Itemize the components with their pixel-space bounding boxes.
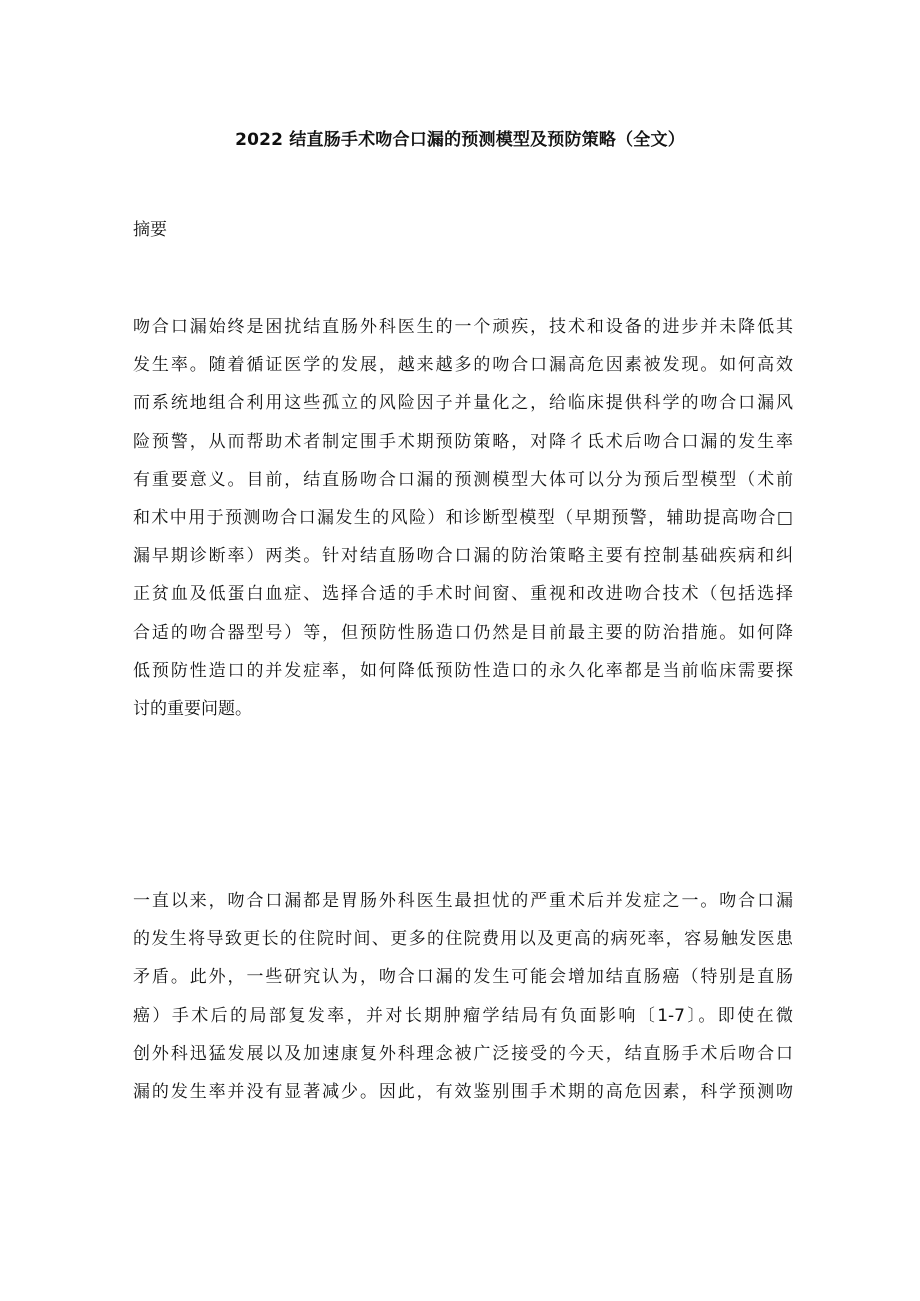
paragraph-line: 一直以来，吻合口漏都是胃肠外科医生最担忧的严重术后并发症之一。吻合口漏 — [133, 891, 793, 911]
paragraph-line: 正贫血及低蛋白血症、选择合适的手术时间窗、重视和改进吻合技术（包括选择 — [133, 584, 793, 605]
paragraph-line: 的发生将导致更长的住院时间、更多的住院费用以及更高的病死率，容易触发医患 — [133, 929, 793, 950]
body-paragraph — [133, 887, 793, 1116]
paragraph-line: 创外科迅猛发展以及加速康复外科理念被广泛接受的今天，结直肠手术后吻合口 — [133, 1043, 793, 1064]
paragraph-line: 讨的重要问题。 — [133, 698, 252, 719]
paragraph-line: 有重要意义。目前，结直肠吻合口漏的预测模型大体可以分为预后型模型（术前 — [133, 469, 793, 490]
paragraph-line: 癌）手术后的局部复发率，并对长期肿瘤学结局有负面影响〔1-7〕。即使在微 — [133, 1005, 793, 1026]
paragraph-line: 漏的发生率并没有显著减少。因此，有效鉴别围手术期的高危因素，科学预测吻 — [133, 1081, 793, 1102]
paragraph-line: 险预警，从而帮助术者制定围手术期预防策略，对降彳氐术后吻合口漏的发生率 — [133, 431, 793, 452]
paragraph-line: 漏早期诊断率）两类。针对结直肠吻合口漏的防治策略主要有控制基础疾病和纠 — [133, 546, 793, 567]
paragraph-line: 和术中用于预测吻合口漏发生的风险）和诊断型模型（早期预警，辅助提高吻合□ — [133, 507, 793, 528]
paragraph-line: 合适的吻合器型号）等，但预防性肠造口仍然是目前最主要的防治措施。如何降 — [133, 622, 793, 643]
document-title: 2022 结直肠手术吻合口漏的预测模型及预防策略（全文） — [235, 130, 685, 150]
paragraph-line: 而系统地组合利用这些孤立的风险因子并量化之，给临床提供科学的吻合口漏风 — [133, 393, 793, 414]
paragraph-line: 低预防性造口的并发症率，如何降低预防性造口的永久化率都是当前临床需要探 — [133, 660, 793, 681]
paragraph-line: 矛盾。此外，一些研究认为，吻合口漏的发生可能会增加结直肠癌（特别是直肠 — [133, 967, 793, 988]
paragraph-line: 发生率。随着循证医学的发展，越来越多的吻合口漏高危因素被发现。如何高效 — [133, 355, 793, 376]
abstract-heading: 摘要 — [133, 220, 167, 240]
abstract-paragraph — [133, 313, 793, 733]
paragraph-line: 吻合口漏始终是困扰结直肠外科医生的一个顽疾，技术和设备的进步并未降低其 — [133, 317, 793, 337]
